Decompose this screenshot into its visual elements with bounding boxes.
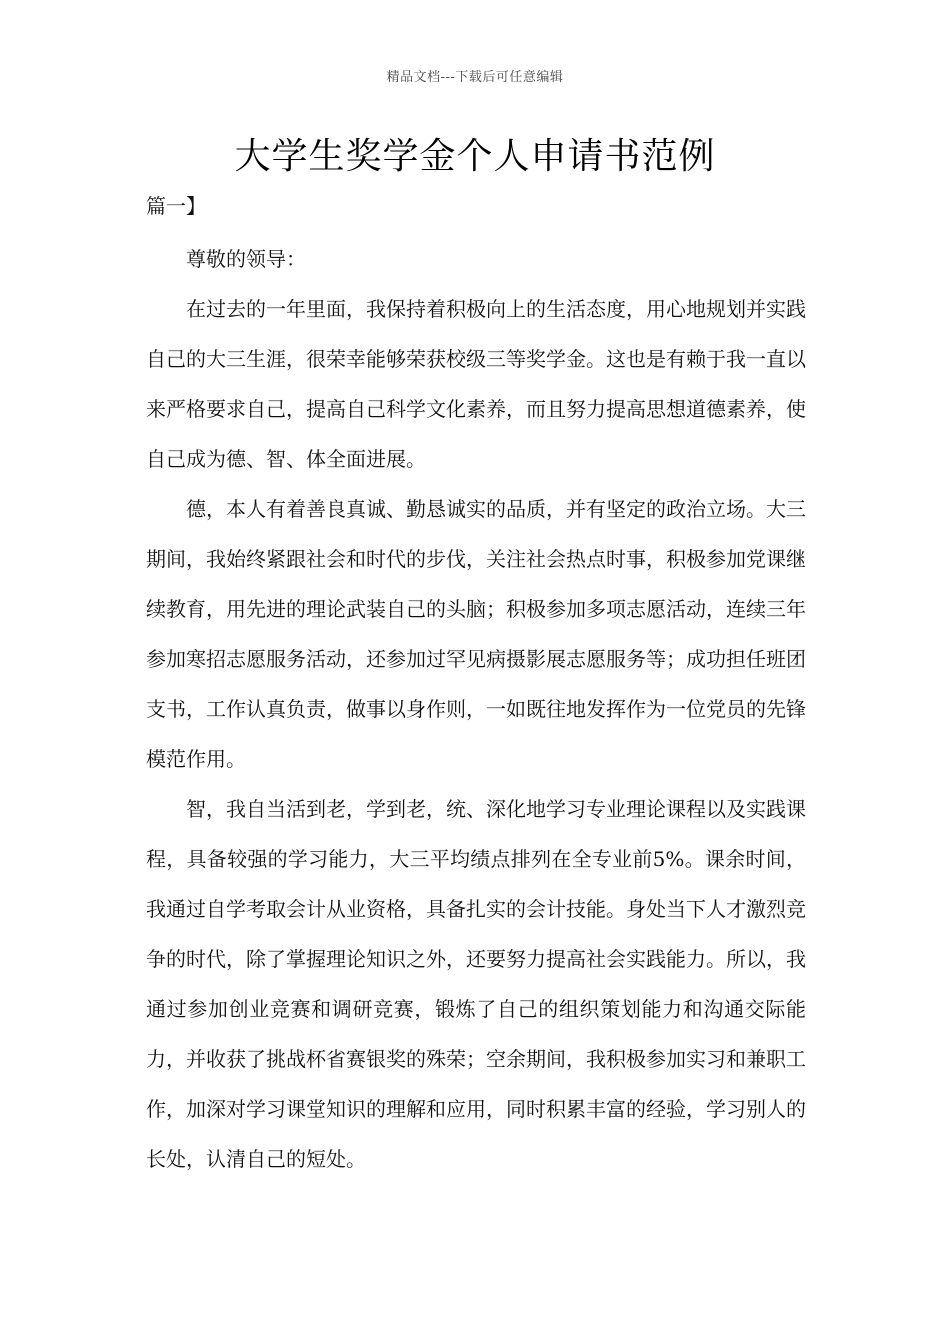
paragraph-morality: 德，本人有着善良真诚、勤恳诚实的品质，并有坚定的政治立场。大三期间，我始终紧跟社会和时代的步伐，关注社会热点时事，积极参加党课继续教育，用先进的理论武装自己的头脑；积极参加多项志愿活动，连续三年参加寒招志愿服务活动，还参加过罕见病摄影展志愿服务等；成功担任班团支书，工作认真负责，做事以身作则，一如既往地发挥作为一位党员的先锋模范作用。	[146, 497, 806, 771]
section-label: 篇一】	[146, 194, 206, 218]
paragraph-intro: 在过去的一年里面，我保持着积极向上的生活态度，用心地规划并实践自己的大三生涯，很荣幸能够荣获校级三等奖学金。这也是有赖于我一直以来严格要求自己，提高自己科学文化素养，而且努力提高思想道德素养，使自己成为德、智、体全面进展。	[146, 297, 806, 471]
document-body	[146, 234, 806, 1184]
paragraph-intellect: 智，我自当活到老，学到老，统、深化地学习专业理论课程以及实践课程，具备较强的学习能力，大三平均绩点排列在全专业前5%。课余时间，我通过自学考取会计从业资格，具备扎实的会计技能。身处当下人才激烈竞争的时代，除了掌握理论知识之外，还要努力提高社会实践能力。所以，我通过参加创业竞赛和调研竞赛，锻炼了自己的组织策划能力和沟通交际能力，并收获了挑战杯省赛银奖的殊荣；空余期间，我积极参加实习和兼职工作，加深对学习课堂知识的理解和应用，同时积累丰富的经验，学习别人的长处，认清自己的短处。	[146, 797, 806, 1171]
salutation: 尊敬的领导：	[186, 247, 306, 271]
page-header-watermark: 精品文档---下载后可任意编辑	[386, 70, 564, 85]
document-title: 大学生奖学金个人申请书范例	[234, 136, 716, 177]
